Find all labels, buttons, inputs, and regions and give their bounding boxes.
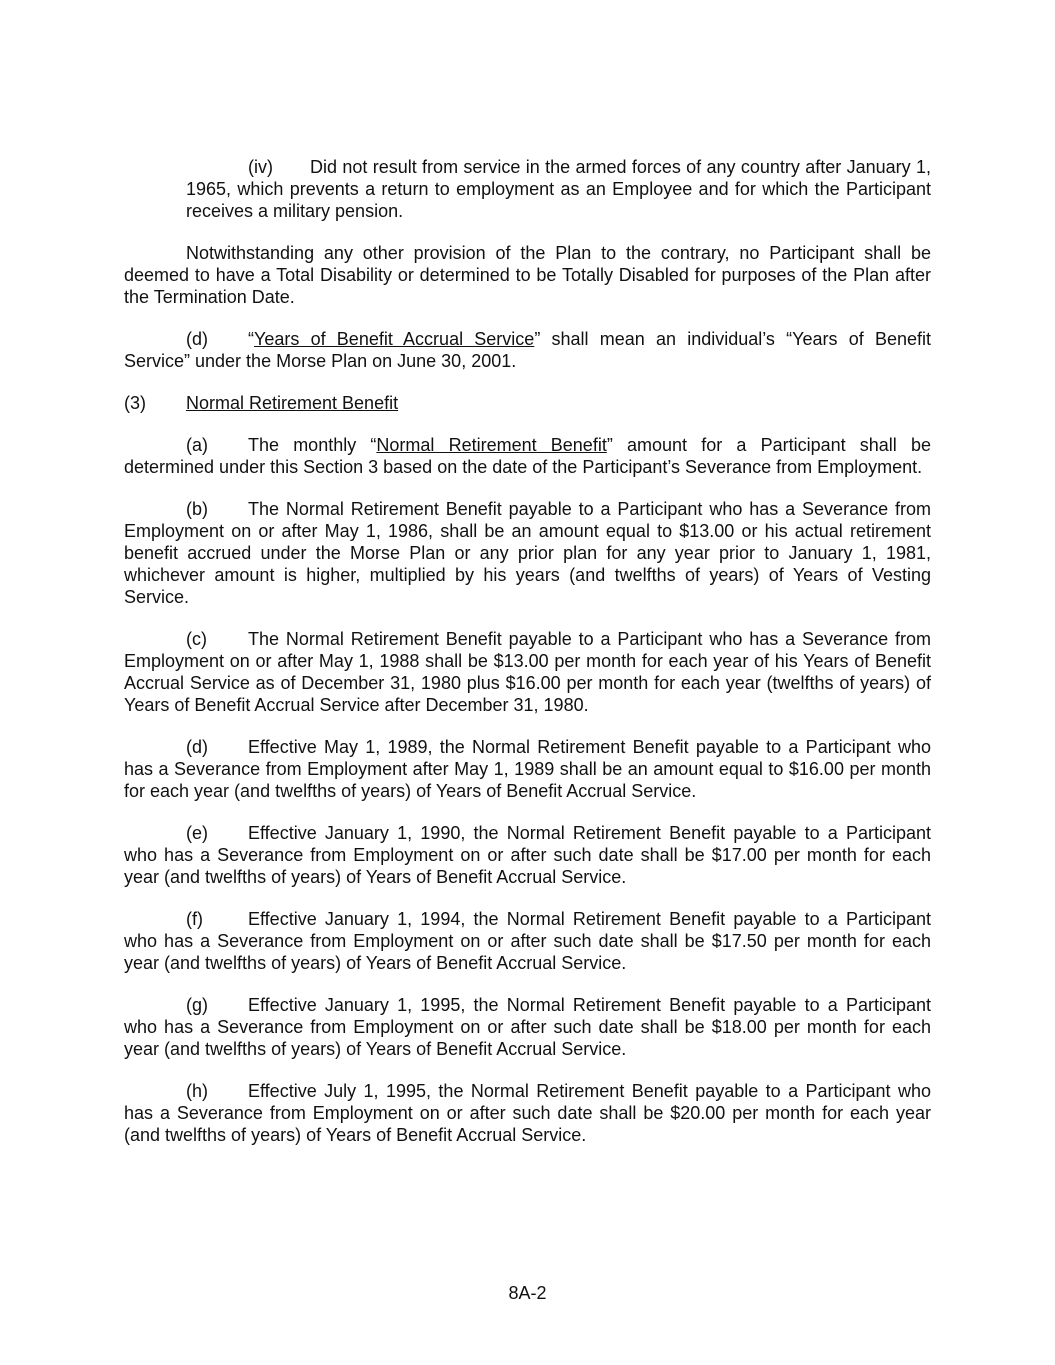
- paragraph-text: Effective January 1, 1995, the Normal Retirement Benefit payable to a Participant who has a Severance from Employment on or after such date shall be $18.00 per month for each year (and twelfths of years) of Years of Benefit Accrual Service.: [124, 995, 931, 1059]
- paragraph-label: (f): [186, 909, 203, 929]
- paragraph-b: [124, 498, 931, 608]
- paragraph-a-text: ” amount for a Participant shall be determined under this Section 3 based on the date of the Participant’s Severance from Employment.: [124, 435, 931, 477]
- definition-label: (d): [186, 329, 208, 349]
- paragraph-label: (h): [186, 1081, 208, 1101]
- paragraph-e: [124, 822, 931, 888]
- paragraph-text: The Normal Retirement Benefit payable to a Participant who has a Severance from Employment on or after May 1, 1988 shall be $13.00 per month for each year of his Years of Benefit Accrual Service as of December 31, 1980 plus $16.00 per month for each year (twelfths of years) of Years of Benefit Accrual Service after December 31, 1980.: [124, 629, 931, 715]
- document-page: [124, 156, 931, 1166]
- paragraph-label: (e): [186, 823, 208, 843]
- defined-term: Years of Benefit Accrual Service: [254, 329, 535, 349]
- definition-text: ” shall mean an individual’s “Years of Benefit Service” under the Morse Plan on June 30, 2001.: [124, 329, 931, 371]
- paragraph-a-label: (a): [186, 435, 208, 455]
- paragraph-iv: [186, 156, 931, 222]
- section-3-heading: [124, 392, 931, 414]
- paragraph-a-term: Normal Retirement Benefit: [376, 435, 607, 455]
- paragraph-label: (c): [186, 629, 207, 649]
- paragraph-f: [124, 908, 931, 974]
- section-title: Normal Retirement Benefit: [186, 393, 399, 413]
- page-number: 8A-2: [508, 1283, 547, 1303]
- definition-open-quote: “: [248, 329, 254, 349]
- paragraph-iv-label: (iv): [248, 157, 273, 177]
- paragraph-text: Effective July 1, 1995, the Normal Retirement Benefit payable to a Participant who has a Severance from Employment on or after such date shall be $20.00 per month for each year (and twelfths of years) of Years of Benefit Accrual Service.: [124, 1081, 931, 1145]
- paragraph-text: The Normal Retirement Benefit payable to a Participant who has a Severance from Employment on or after May 1, 1986, shall be an amount equal to $13.00 or his actual retirement benefit accrued under the Morse Plan or any prior plan for any year prior to January 1, 1981, whichever amount is higher, multiplied by his years (and twelfths of years) of Years of Vesting Service.: [124, 499, 931, 607]
- paragraph-a: [124, 434, 931, 478]
- paragraph-g: [124, 994, 931, 1060]
- paragraph-label: (d): [186, 737, 208, 757]
- paragraph-c: [124, 628, 931, 716]
- paragraph-d: [124, 736, 931, 802]
- paragraph-text: Effective January 1, 1994, the Normal Retirement Benefit payable to a Participant who has a Severance from Employment on or after such date shall be $17.50 per month for each year (and twelfths of years) of Years of Benefit Accrual Service.: [124, 909, 931, 973]
- notwithstanding-paragraph: Notwithstanding any other provision of the Plan to the contrary, no Participant shall be deemed to have a Total Disability or determined to be Totally Disabled for purposes of the Plan after the Termination Date.: [124, 243, 931, 307]
- section-number: (3): [124, 393, 146, 413]
- paragraph-text: Effective January 1, 1990, the Normal Retirement Benefit payable to a Participant who has a Severance from Employment on or after such date shall be $17.00 per month for each year (and twelfths of years) of Years of Benefit Accrual Service.: [124, 823, 931, 887]
- years-of-benefit-accrual-service-definition: [124, 328, 931, 372]
- paragraph-a-pre: The monthly “: [248, 435, 377, 455]
- paragraph-iv-text: Did not result from service in the armed forces of any country after January 1, 1965, which prevents a return to employment as an Employee and for which the Participant receives a military pension.: [186, 157, 931, 221]
- paragraph-label: (g): [186, 995, 208, 1015]
- paragraph-h: [124, 1080, 931, 1146]
- paragraph-label: (b): [186, 499, 208, 519]
- paragraph-text: Effective May 1, 1989, the Normal Retirement Benefit payable to a Participant who has a Severance from Employment after May 1, 1989 shall be an amount equal to $16.00 per month for each year (and twelfths of years) of Years of Benefit Accrual Service.: [124, 737, 931, 801]
